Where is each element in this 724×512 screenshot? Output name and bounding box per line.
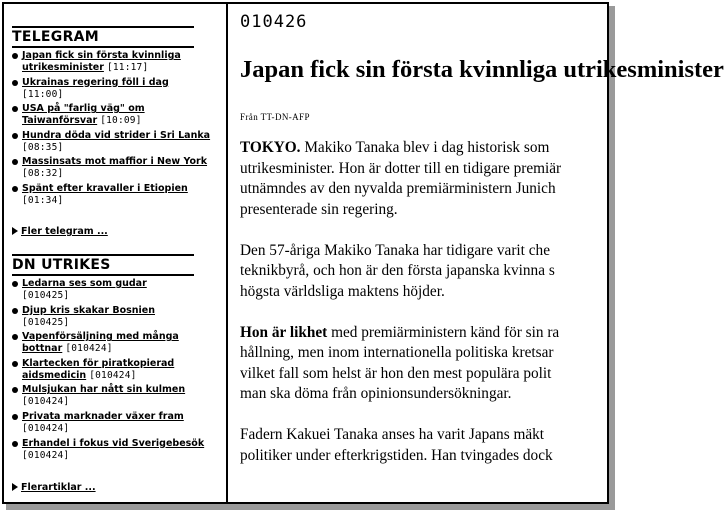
bullet-icon xyxy=(12,441,18,447)
text-line: utnämndes av den nyvalda premiärministern Junich xyxy=(240,180,556,197)
article-body xyxy=(240,138,620,487)
bullet-icon xyxy=(12,361,18,367)
utrikes-link-1[interactable]: Ledarna ses som gudar xyxy=(22,278,147,289)
list-item xyxy=(12,331,212,355)
subheading-lead: Hon är likhet xyxy=(240,323,328,341)
list-item xyxy=(12,103,212,127)
telegram-heading: TELEGRAM xyxy=(12,30,194,48)
article-byline: Från TT-DN-AFP xyxy=(240,112,310,122)
text-line: teknikbyrå, och hon är den första japanska kvinna s xyxy=(240,262,555,279)
list-item xyxy=(12,130,212,154)
list-item xyxy=(12,50,212,74)
list-item xyxy=(12,183,212,207)
list-item xyxy=(12,358,212,382)
timestamp: [010424] xyxy=(22,449,70,461)
more-telegram-link[interactable]: Fler telegram ... xyxy=(21,226,108,237)
text-line: politiker under efterkrigstiden. Han tvingades dock xyxy=(240,446,553,464)
bullet-icon xyxy=(12,281,18,287)
text-line: Den 57-åriga Makiko Tanaka har tidigare varit che xyxy=(240,241,550,259)
timestamp: [11:17] xyxy=(106,62,149,73)
telegram-link-4[interactable]: Hundra döda vid strider i Sri Lanka xyxy=(22,129,211,141)
list-item xyxy=(12,438,212,462)
bullet-icon xyxy=(12,106,18,112)
window-shadow-bottom xyxy=(6,504,615,510)
bullet-icon xyxy=(12,133,18,139)
article xyxy=(240,4,724,502)
list-item xyxy=(12,77,212,101)
more-articles-link[interactable]: Flerartiklar ... xyxy=(21,482,96,493)
telegram-list xyxy=(12,50,212,210)
list-item xyxy=(12,411,212,435)
text-line: hållning, men inom internationella politiska kretsar xyxy=(240,344,554,361)
text-line: presenterade sin regering. xyxy=(240,200,398,218)
article-id: 010426 xyxy=(240,12,308,32)
column-divider xyxy=(226,4,228,502)
text-line: Makiko Tanaka blev i dag historisk som xyxy=(304,139,550,156)
timestamp: [010425] xyxy=(22,316,70,328)
paragraph-1 xyxy=(240,138,620,220)
text-line: högsta världsliga maktens höjder. xyxy=(240,282,445,300)
dateline: TOKYO. xyxy=(240,139,301,156)
dn-utrikes-heading: DN UTRIKES xyxy=(12,258,194,276)
text-line: Fadern Kakuei Tanaka anses ha varit Japans mäkt xyxy=(240,426,545,443)
telegram-link-1[interactable]: Japan fick sin första kvinnliga utrikesminister xyxy=(22,50,181,73)
utrikes-link-3[interactable]: Vapenförsäljning med många bottnar xyxy=(22,331,179,355)
list-item xyxy=(12,384,212,408)
text-line: utrikesminister. Hon är dotter till en tidigare premiär xyxy=(240,159,562,177)
bullet-icon xyxy=(12,53,18,59)
telegram-link-5[interactable]: Massinsats mot maffior i New York xyxy=(22,156,208,168)
article-headline: Japan fick sin första kvinnliga utrikesminister xyxy=(240,56,724,83)
arrow-right-icon xyxy=(12,483,18,491)
timestamp: [08:35] xyxy=(22,141,64,153)
telegram-link-6[interactable]: Spänt efter kravaller i Etiopien xyxy=(22,182,188,194)
arrow-right-icon xyxy=(12,227,18,235)
utrikes-link-7[interactable]: Erhandel i fokus vid Sverigebesök xyxy=(22,437,205,449)
bullet-icon xyxy=(12,387,18,393)
text-line: med premiärministern känd för sin ra xyxy=(331,323,560,341)
timestamp: [010424] xyxy=(22,396,70,408)
telegram-link-3[interactable]: USA på "farlig väg" om Taiwanförsvar xyxy=(22,103,145,127)
text-line: man ska döma från opinionsundersökningar. xyxy=(240,385,512,402)
paragraph-4 xyxy=(240,425,620,466)
bullet-icon xyxy=(12,414,18,420)
bullet-icon xyxy=(12,334,18,340)
bullet-icon xyxy=(12,159,18,165)
utrikes-link-6[interactable]: Privata marknader växer fram xyxy=(22,410,184,422)
list-item xyxy=(12,156,212,180)
text-line: vilket fall som helst är hon den mest populära polit xyxy=(240,364,552,382)
list-item xyxy=(12,305,212,329)
telegram-more xyxy=(12,226,108,238)
timestamp: [010425] xyxy=(22,290,70,301)
timestamp: [010424] xyxy=(89,369,137,381)
timestamp: [08:32] xyxy=(22,168,64,180)
timestamp: [01:34] xyxy=(22,194,64,206)
bullet-icon xyxy=(12,308,18,314)
utrikes-link-2[interactable]: Djup kris skakar Bosnien xyxy=(22,304,155,316)
timestamp: [010424] xyxy=(22,422,70,434)
timestamp: [010424] xyxy=(65,343,113,355)
bullet-icon xyxy=(12,186,18,192)
utrikes-link-5[interactable]: Mulsjukan har nått sin kulmen xyxy=(22,384,186,396)
page-frame xyxy=(2,2,724,504)
paragraph-2 xyxy=(240,241,620,303)
sidebar xyxy=(12,4,220,502)
timestamp: [11:00] xyxy=(22,88,64,100)
utrikes-link-4[interactable]: Klartecken för piratkopierad aidsmedicin xyxy=(22,357,175,381)
telegram-link-2[interactable]: Ukrainas regering föll i dag xyxy=(22,76,169,88)
list-item xyxy=(12,278,212,302)
paragraph-3 xyxy=(240,323,620,405)
bullet-icon xyxy=(12,80,18,86)
utrikes-more xyxy=(12,482,96,494)
timestamp: [10:09] xyxy=(100,115,142,127)
dn-utrikes-list xyxy=(12,278,212,464)
